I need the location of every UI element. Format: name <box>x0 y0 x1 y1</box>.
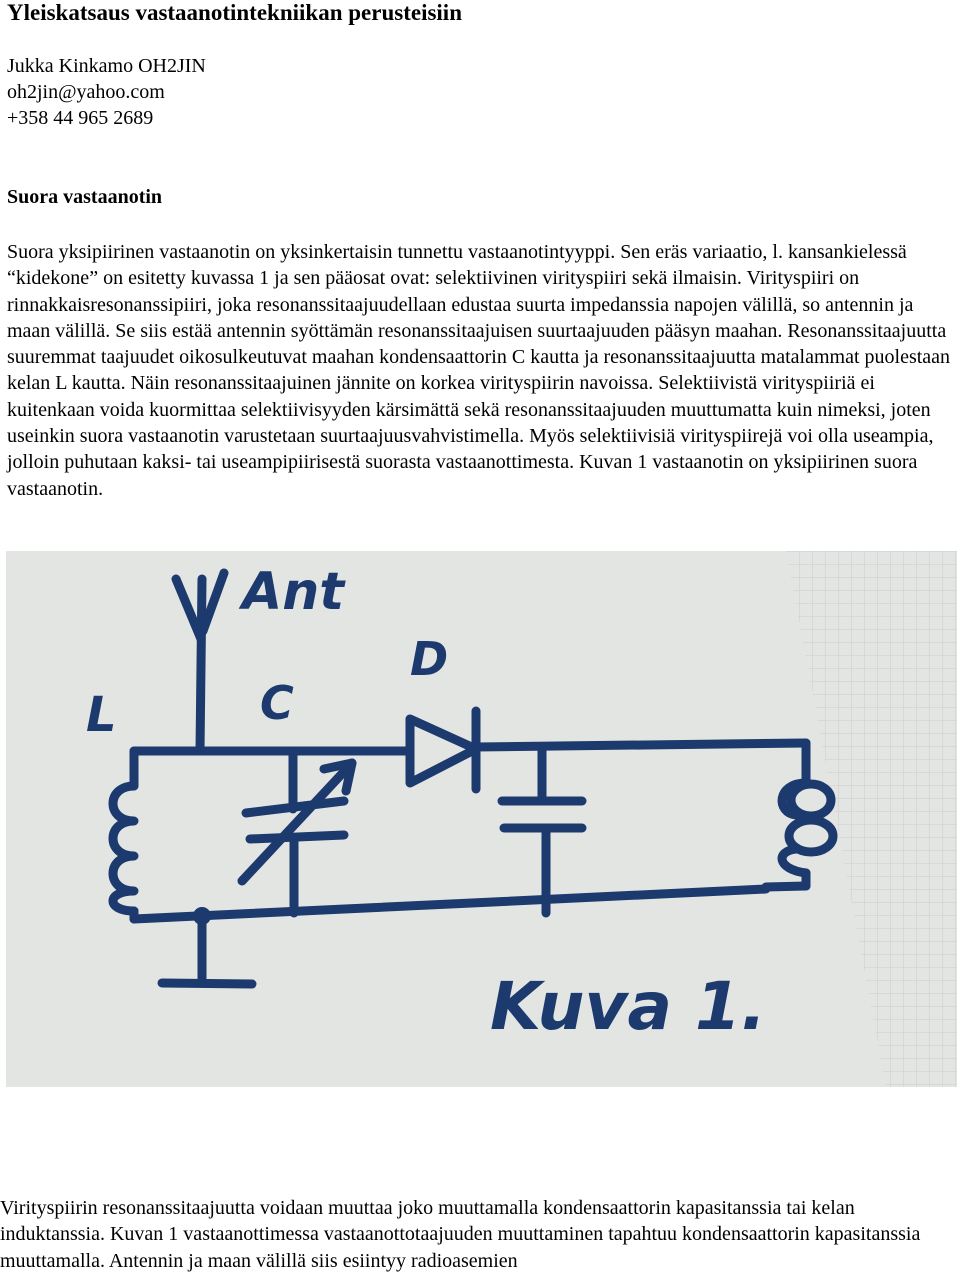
output-wire-top <box>476 743 806 747</box>
author-block <box>7 53 206 131</box>
label-l: L <box>86 687 117 743</box>
paragraph-2: Virityspiirin resonanssitaajuutta voidaan muuttaa joko muuttamalla kondensaattorin kapasitanssia tai kelan induktanssia. Kuvan 1 vastaanottimessa vastaanottotaajuuden muuttaminen tapahtuu kondensaattorin kapasitanssia muuttamalla. Antennin ja maan välillä siis esiintyy radioasemien <box>0 1197 921 1272</box>
document-title: Yleiskatsaus vastaanotintekniikan perusteisiin <box>7 0 462 25</box>
circuit-drawing <box>6 551 957 1087</box>
label-ant: Ant <box>242 562 345 622</box>
label-d: D <box>410 632 449 686</box>
author-name: Jukka Kinkamo OH2JIN <box>7 55 206 77</box>
junction-dot <box>193 907 211 925</box>
figure-caption: Kuva 1. <box>490 968 767 1045</box>
circuit-figure <box>6 551 957 1087</box>
section-heading: Suora vastaanotin <box>7 186 163 208</box>
label-c: C <box>260 676 294 730</box>
author-phone: +358 44 965 2689 <box>7 107 154 129</box>
paragraph-1: Suora yksipiirinen vastaanotin on yksinkertaisin tunnettu vastaanotintyyppi. Sen eräs variaatio, l. kansankielessä “kidekone” on esitetty kuvassa 1 ja sen pääosat ovat: selektiivinen virityspiiri sekä ilmaisin. Virityspiiri on rinnakkaisresonanssipiiri, joka resonanssitaajuudellaan edustaa suurta impedanssia napojen välillä, so antennin ja maan välillä. Se siis estää antennin syöttämän resonanssitaajuisen suurtaajuuden pääsyn maahan. Resonanssitaajuutta suuremmat taajuudet oikosulkeutuvat maahan kondensaattorin C kautta ja resonanssitaajuutta matalammat puolestaan kelan L kautta. Näin resonanssitaajuinen jännite on korkea virityspiirin navoissa. Selektiivistä virityspiiriä ei kuitenkaan voida kuormittaa selektiivisyyden kärsimättä sekä resonanssitaajuuden muuttumatta kuin nimeksi, joten useinkin suora vastaanotin varustetaan suurtaajuusvahvistimella. Myös selektiivisiä virityspiirejä voi olla useampia, jolloin puhutaan kaksi- tai useampipiirisestä suorasta vastaanottimesta. Kuvan 1 vastaanotin on yksipiirinen suora vastaanotin. <box>7 241 951 500</box>
author-email: oh2jin@yahoo.com <box>7 81 165 103</box>
